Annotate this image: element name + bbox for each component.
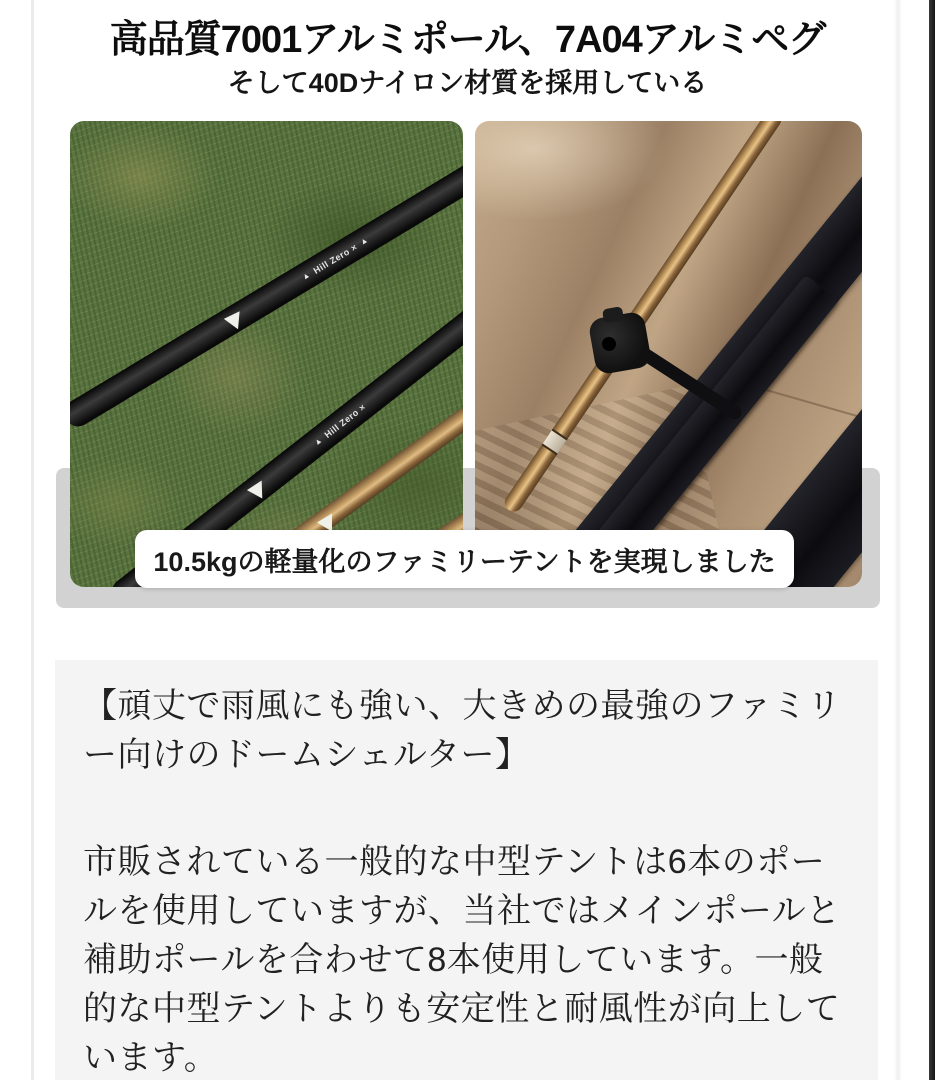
caption-text: 10.5kgの軽量化のファミリーテントを実現しました xyxy=(153,546,776,577)
pole-clip xyxy=(588,311,653,376)
left-edge-line xyxy=(31,0,34,1080)
body-paragraph-line-3: 補助ポールを合わせて8本使用しています。一般 xyxy=(83,941,824,979)
product-subheadline: そして40Dナイロン材質を採用している xyxy=(227,68,708,98)
body-paragraph-line-4: 的な中型テントよりも安定性と耐風性が向上して xyxy=(83,990,841,1028)
photo-poles-on-grass xyxy=(70,121,463,587)
photo-pole-clip-strap xyxy=(475,121,862,587)
pole-brand-print xyxy=(312,401,368,447)
triangle-logo-icon: ▲ xyxy=(357,234,370,247)
triangle-logo-icon xyxy=(317,514,332,532)
body-heading-line-1: 【頑丈で雨風にも強い、大きめの最強のファミリ xyxy=(83,687,842,725)
right-edge-soft-line xyxy=(894,0,902,1080)
description-panel xyxy=(55,660,878,1080)
body-paragraph-line-2: ルを使用していますが、当社ではメインポールと xyxy=(83,892,841,930)
header xyxy=(0,0,935,100)
triangle-logo-icon xyxy=(223,310,240,329)
right-edge-dark-strip xyxy=(929,0,935,1080)
triangle-logo-icon: ▲ xyxy=(299,269,312,282)
pole-brand-print xyxy=(300,235,370,283)
paragraph-spacer xyxy=(83,780,878,838)
caption-pill xyxy=(135,530,794,588)
body-paragraph-line-1: 市販されている一般的な中型テントは6本のポー xyxy=(83,843,826,881)
triangle-logo-icon: ▲ xyxy=(311,434,324,448)
body-paragraph-line-5: います。 xyxy=(83,1039,219,1077)
pole-brand-text: Hill Zero × xyxy=(322,401,368,440)
body-heading-line-2: ー向けのドームシェルター】 xyxy=(83,736,530,774)
pole-brand-text: Hill Zero × xyxy=(311,241,359,276)
product-headline: 高品質7001アルミポール、7A04アルミペグ xyxy=(109,19,826,61)
triangle-logo-icon xyxy=(247,480,263,499)
